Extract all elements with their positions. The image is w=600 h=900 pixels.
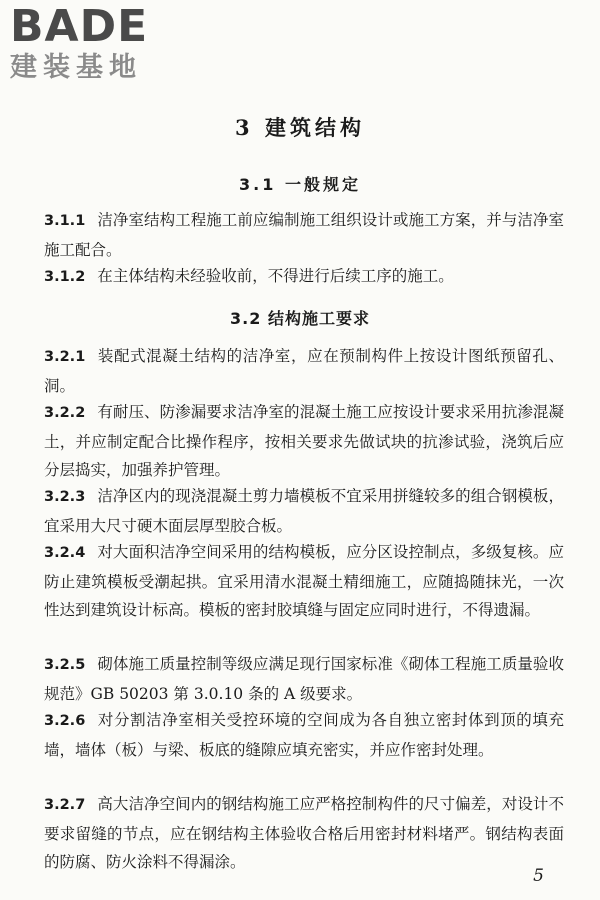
logo-wordmark: BADE: [10, 1, 149, 52]
clause-3-2-1: [44, 342, 564, 400]
clause-3-2-6: [44, 706, 564, 764]
clause-number: 3.2.4: [44, 545, 86, 561]
clause-3-1-2: [44, 262, 564, 292]
clause-3-2-2: [44, 398, 564, 485]
page-number: 5: [533, 866, 544, 886]
clause-text: 砌体施工质量控制等级应满足现行国家标准《砌体工程施工质量验收规范》GB 50203 第 3.0.10 条的 A 级要求。: [44, 655, 564, 703]
clause-number: 3.1.2: [44, 269, 86, 285]
clause-text: 在主体结构未经验收前，不得进行后续工序的施工。: [97, 267, 454, 285]
clause-number: 3.2.2: [44, 405, 86, 421]
clause-3-2-3: [44, 482, 564, 540]
clause-number: 3.2.1: [44, 349, 86, 365]
clause-text: 对大面积洁净空间采用的结构模板，应分区设控制点，多级复核。应防止建筑模板受潮起拱。宜采用清水混凝土精细施工，应随捣随抹光，一次性达到建筑设计标高。模板的密封胶填缝与固定应同时进行，不得遗漏。: [44, 543, 564, 619]
section-title-3-2: 3.2 结构施工要求: [230, 309, 370, 328]
clause-3-2-4: [44, 538, 564, 625]
clause-text: 高大洁净空间内的钢结构施工应严格控制构件的尺寸偏差，对设计不要求留缝的节点，应在钢结构主体验收合格后用密封材料堵严。钢结构表面的防腐、防火涂料不得漏涂。: [44, 795, 564, 871]
clause-text: 有耐压、防渗漏要求洁净室的混凝土施工应按设计要求采用抗渗混凝土，并应制定配合比操作程序，按相关要求先做试块的抗渗试验，浇筑后应分层捣实，加强养护管理。: [44, 403, 564, 479]
clause-number: 3.2.5: [44, 657, 86, 673]
clause-3-2-5: [44, 650, 564, 708]
clause-number: 3.1.1: [44, 213, 86, 229]
clause-text: 装配式混凝土结构的洁净室，应在预制构件上按设计图纸预留孔、洞。: [44, 347, 564, 395]
clause-text: 洁净区内的现浇混凝土剪力墙模板不宜采用拼缝较多的组合钢模板，宜采用大尺寸硬木面层厚型胶合板。: [44, 487, 564, 535]
clause-3-1-1: [44, 206, 564, 264]
logo-subtitle: 建装基地: [10, 52, 142, 83]
clause-text: 对分割洁净室相关受控环境的空间成为各自独立密封体到顶的填充墙，墙体（板）与梁、板底的缝隙应填充密实，并应作密封处理。: [44, 711, 564, 759]
logo: [10, 1, 180, 84]
clause-text: 洁净室结构工程施工前应编制施工组织设计或施工方案，并与洁净室施工配合。: [44, 211, 564, 259]
clause-number: 3.2.7: [44, 797, 86, 813]
chapter-title: 3 建筑结构: [235, 115, 365, 140]
clause-number: 3.2.3: [44, 489, 86, 505]
clause-number: 3.2.6: [44, 713, 86, 729]
section-title-3-1: 3.1 一般规定: [239, 175, 361, 194]
clause-3-2-7: [44, 790, 564, 877]
